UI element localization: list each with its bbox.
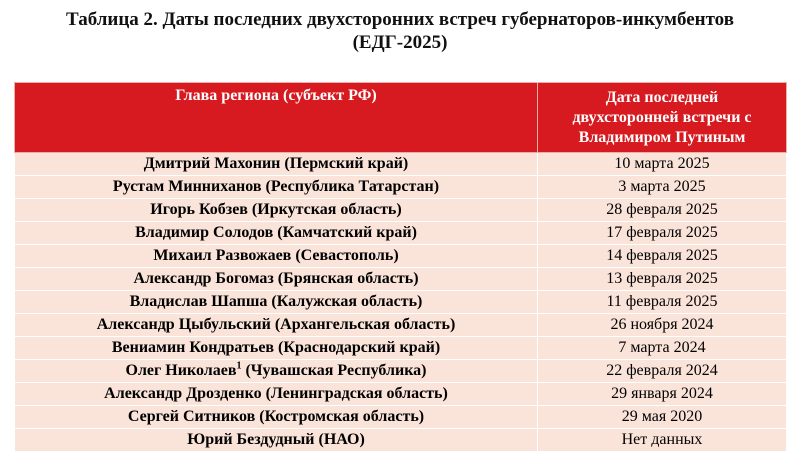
governors-meetings-table [14, 82, 787, 452]
table-row [15, 222, 787, 245]
governor-name: Вениамин Кондратьев (Краснодарский край) [15, 337, 538, 360]
governor-name: Рустам Минниханов (Республика Татарстан) [15, 176, 538, 199]
governor-name: Владимир Солодов (Камчатский край) [15, 222, 538, 245]
governor-region: (Чувашская Республика) [241, 362, 427, 379]
meeting-date: 14 февраля 2025 [538, 245, 787, 268]
meeting-date: 10 марта 2025 [538, 153, 787, 176]
governor-name: Александр Богомаз (Брянская область) [15, 268, 538, 291]
governor-name: Игорь Кобзев (Иркутская область) [15, 199, 538, 222]
governor-name: Юрий Бездудный (НАО) [15, 429, 538, 452]
table-row [15, 291, 787, 314]
meeting-date: 29 января 2024 [538, 383, 787, 406]
table-row [15, 429, 787, 452]
table-row [15, 176, 787, 199]
meeting-date: 28 февраля 2025 [538, 199, 787, 222]
table-row [15, 314, 787, 337]
table-title-line-2: (ЕДГ-2025) [352, 32, 448, 53]
table-row [15, 406, 787, 429]
header-meeting-date [538, 83, 787, 153]
governor-name: Дмитрий Махонин (Пермский край) [15, 153, 538, 176]
governor-name: Сергей Ситников (Костромская область) [15, 406, 538, 429]
meeting-date: 26 ноября 2024 [538, 314, 787, 337]
header-date-line-3: Владимиром Путиным [578, 128, 746, 146]
table-row [15, 360, 787, 383]
header-governor: Глава региона (субъект РФ) [15, 83, 538, 153]
table-row [15, 245, 787, 268]
meeting-date: 13 февраля 2025 [538, 268, 787, 291]
table-title [0, 8, 800, 54]
meeting-date: 11 февраля 2025 [538, 291, 787, 314]
header-date-line-2: двухсторонней встречи с [572, 108, 752, 126]
table-row [15, 153, 787, 176]
header-date-line-1: Дата последней [605, 88, 719, 106]
table-row [15, 337, 787, 360]
meeting-date: 7 марта 2024 [538, 337, 787, 360]
governor-name: Михаил Развожаев (Севастополь) [15, 245, 538, 268]
footnote-marker: 1 [236, 360, 242, 372]
table-row [15, 383, 787, 406]
meeting-date: 22 февраля 2024 [538, 360, 787, 383]
table-title-line-1: Таблица 2. Даты последних двухсторонних встреч губернаторов-инкумбентов [66, 9, 734, 30]
header-row [15, 83, 787, 153]
meeting-date: 29 мая 2020 [538, 406, 787, 429]
table-row [15, 268, 787, 291]
table-row [15, 199, 787, 222]
meeting-date: Нет данных [538, 429, 787, 452]
governor-name: Александр Цыбульский (Архангельская область) [15, 314, 538, 337]
governor-name: Владислав Шапша (Калужская область) [15, 291, 538, 314]
governor-name: Александр Дрозденко (Ленинградская область) [15, 383, 538, 406]
meeting-date: 17 февраля 2025 [538, 222, 787, 245]
governor-name [15, 360, 538, 383]
meeting-date: 3 марта 2025 [538, 176, 787, 199]
governor-name-main: Олег Николаев [125, 362, 237, 379]
